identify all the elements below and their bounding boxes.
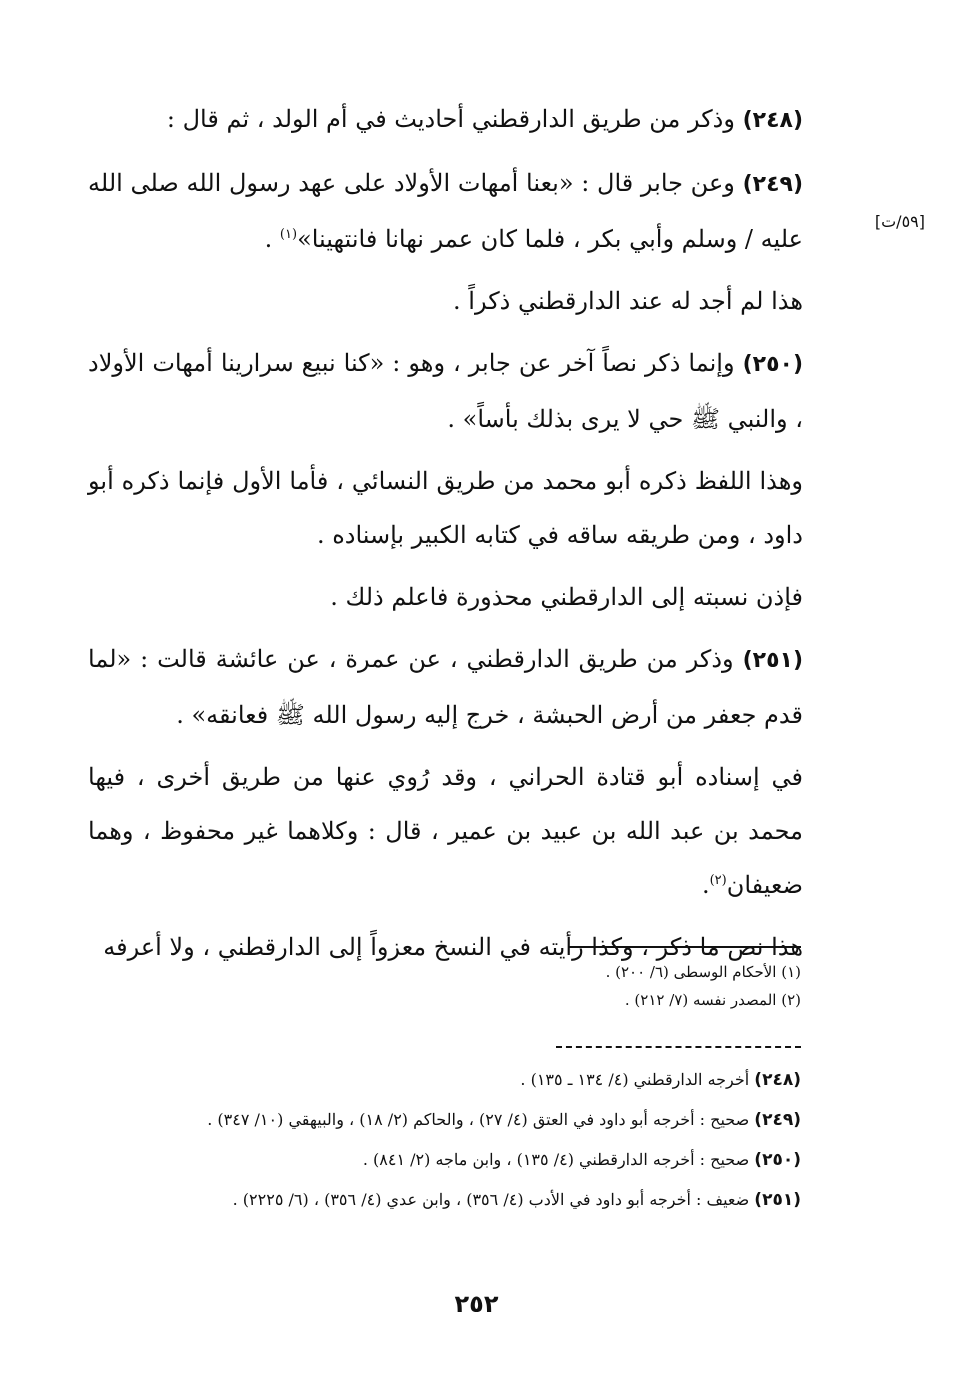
paragraph-250: [88, 336, 803, 446]
paragraph-text: وذكر من طريق الدارقطني أحاديث في أم الولد ، ثم قال :: [166, 105, 735, 133]
footnote-divider: [569, 946, 801, 948]
source-number: (٢٥١): [754, 1190, 801, 1210]
source-number: (٢٥٠): [754, 1150, 801, 1170]
footnote-text: الأحكام الوسطى (٦/ ٢٠٠) .: [605, 963, 777, 981]
paragraph-249: [88, 156, 803, 266]
paragraph-text: هذا لم أجد له عند الدارقطني ذكراً .: [453, 287, 803, 315]
main-text: [88, 92, 803, 974]
footnote-number: (١): [781, 963, 801, 981]
footnote-ref[interactable]: (١): [279, 227, 298, 242]
hadith-number: (٢٤٨): [742, 108, 803, 133]
paragraph-comment-1: [88, 274, 803, 328]
footnote-text: المصدر نفسه (٧/ ٢١٢) .: [624, 991, 777, 1009]
hadith-number: (٢٥١): [742, 648, 803, 673]
source-item: [100, 1180, 801, 1220]
hadith-number: (٢٥٠): [742, 352, 803, 377]
paragraph-248: [88, 92, 803, 148]
paragraph-comment-3: [88, 570, 803, 624]
paragraph-text: وذكر من طريق الدارقطني ، عن عمرة ، عن عائشة قالت : «لما قدم جعفر من أرض الحبشة ، خرج إليه رسول الله ﷺ فعانقه» .: [88, 645, 803, 729]
source-text: أخرجه الدارقطني (٤/ ١٣٤ ـ ١٣٥) .: [520, 1070, 750, 1089]
source-number: (٢٤٩): [754, 1110, 801, 1130]
takhrij-sources: [100, 1060, 801, 1220]
paragraph-text: وعن جابر قال : «بعنا أمهات الأولاد على عهد رسول الله صلى الله عليه / وسلم وأبي بكر ، فلما كان عمر نهانا فانتهينا»: [88, 169, 803, 253]
hadith-number: (٢٤٩): [742, 172, 803, 197]
paragraph-text: وإنما ذكر نصاً آخر عن جابر ، وهو : «كنا نبيع سرارينا أمهات الأولاد ، والنبي ﷺ حي لا يرى بذلك بأساً» .: [88, 349, 803, 433]
source-item: [100, 1100, 801, 1140]
paragraph-251: [88, 632, 803, 742]
source-item: [100, 1060, 801, 1100]
footnote-number: (٢): [781, 991, 801, 1009]
sources-divider: [556, 1046, 801, 1048]
footnote-item: [100, 958, 801, 986]
margin-reference: [٥٩/ت]: [874, 212, 925, 231]
paragraph-text: فإذن نسبته إلى الدارقطني محذورة فاعلم ذلك .: [330, 583, 803, 611]
footnote-ref[interactable]: (٢): [709, 873, 727, 888]
page-number: ٢٥٢: [454, 1290, 499, 1318]
paragraph-comment-2: [88, 454, 803, 562]
paragraph-end: .: [701, 871, 710, 899]
paragraph-text: هذا نص ما ذكر ، وكذا رأيته في النسخ معزواً إلى الدارقطني ، ولا أعرفه: [103, 933, 803, 961]
footnote-item: [100, 986, 801, 1014]
source-text: صحيح : أخرجه أبو داود في العتق (٤/ ٢٧) ، والحاكم (٢/ ١٨) ، والبيهقي (١٠/ ٣٤٧) .: [207, 1110, 750, 1129]
source-item: [100, 1140, 801, 1180]
source-number: (٢٤٨): [754, 1070, 801, 1090]
paragraph-text: وهذا اللفظ ذكره أبو محمد من طريق النسائي ، فأما الأول فإنما ذكره أبو داود ، ومن طريقه ساقه في كتابه الكبير بإسناده .: [88, 467, 804, 549]
source-text: ضعيف : أخرجه أبو داود في الأدب (٤/ ٣٥٦) ، وابن عدي (٤/ ٣٥٦) ، (٦/ ٢٢٢٥) .: [232, 1190, 750, 1209]
paragraph-end: .: [264, 225, 280, 253]
footnotes: [100, 958, 801, 1014]
source-text: صحيح : أخرجه الدارقطني (٤/ ١٣٥) ، وابن ماجه (٢/ ٨٤١) .: [362, 1150, 750, 1169]
paragraph-comment-4: [88, 750, 803, 912]
paragraph-text: في إسناده أبو قتادة الحراني ، وقد رُوي عنها من طريق أخرى ، فيها محمد بن عبد الله بن عبيد بن عمير ، قال : وكلاهما غير محفوظ ، وهما ضعيفان: [88, 763, 803, 899]
